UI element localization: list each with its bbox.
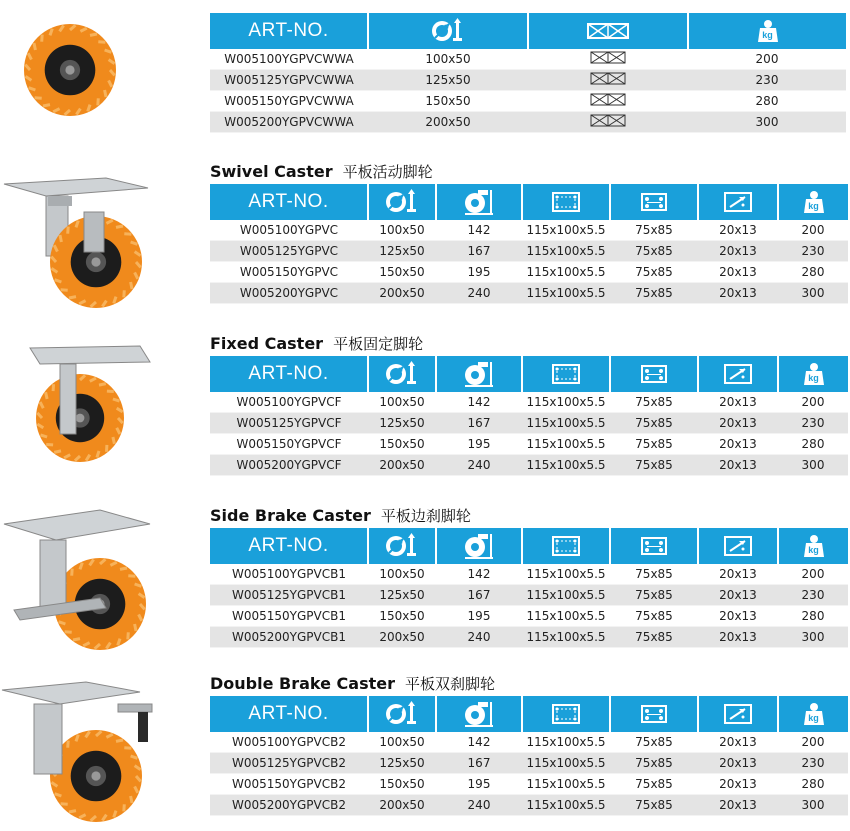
load-cell: 300 — [688, 112, 846, 133]
bolt-hole-icon-header — [698, 184, 778, 220]
holes-cell: 75x85 — [610, 262, 698, 283]
hole-spacing-icon — [639, 537, 669, 554]
art-no-cell: W005150YGPVCB2 — [210, 774, 368, 795]
bolt-hole-icon — [723, 705, 753, 722]
holes-cell: 75x85 — [610, 455, 698, 476]
kg-label: kg — [803, 713, 825, 723]
side-brake-spec-table — [210, 528, 848, 648]
height-cell: 167 — [436, 753, 522, 774]
plate-cell: 115x100x5.5 — [522, 392, 610, 413]
plate-cell: 115x100x5.5 — [522, 564, 610, 585]
wheel-size-icon — [385, 537, 419, 554]
size-cell: 125x50 — [368, 585, 436, 606]
load-cell: 230 — [688, 70, 846, 91]
fixed-title — [210, 333, 423, 354]
fixed-title-en: Fixed Caster — [210, 334, 323, 353]
size-cell: 150x50 — [368, 91, 528, 112]
height-icon — [464, 537, 494, 554]
plate-cell: 115x100x5.5 — [522, 732, 610, 753]
plate-cell: 115x100x5.5 — [522, 283, 610, 304]
art-no-cell: W005200YGPVC — [210, 283, 368, 304]
size-cell: 125x50 — [368, 413, 436, 434]
size-cell: 150x50 — [368, 434, 436, 455]
plate-cell: 115x100x5.5 — [522, 585, 610, 606]
table-header — [210, 184, 848, 220]
bearing-cell — [528, 91, 688, 112]
height-cell: 240 — [436, 283, 522, 304]
height-cell: 195 — [436, 606, 522, 627]
plate-cell: 115x100x5.5 — [522, 434, 610, 455]
art-no-cell: W005100YGPVCWWA — [210, 49, 368, 70]
load-cell: 280 — [688, 91, 846, 112]
plate-cell: 115x100x5.5 — [522, 627, 610, 648]
art-no-cell: W005125YGPVCWWA — [210, 70, 368, 91]
holes-cell: 75x85 — [610, 283, 698, 304]
bearing-icon — [586, 22, 630, 39]
table-row — [210, 434, 848, 455]
swivel-spec-table — [210, 184, 848, 304]
art-no-header: ART-NO. — [210, 528, 368, 564]
art-no-cell: W005200YGPVCB2 — [210, 795, 368, 816]
wheel-size-icon — [385, 193, 419, 210]
plate-cell: 115x100x5.5 — [522, 455, 610, 476]
plate-size-icon — [551, 365, 581, 382]
table-row — [210, 392, 848, 413]
holes-cell: 75x85 — [610, 434, 698, 455]
plate-cell: 115x100x5.5 — [522, 413, 610, 434]
height-cell: 142 — [436, 732, 522, 753]
holes-cell: 75x85 — [610, 753, 698, 774]
bolt-cell: 20x13 — [698, 220, 778, 241]
plate-cell: 115x100x5.5 — [522, 795, 610, 816]
holes-cell: 75x85 — [610, 392, 698, 413]
size-cell: 100x50 — [368, 220, 436, 241]
load-capacity-icon — [803, 193, 825, 210]
wheel-size-icon-header — [368, 184, 436, 220]
bolt-hole-icon-header — [698, 696, 778, 732]
fixed-spec-table — [210, 356, 848, 476]
plate-size-icon-header — [522, 696, 610, 732]
swivel-title-en: Swivel Caster — [210, 162, 333, 181]
holes-cell: 75x85 — [610, 241, 698, 262]
art-no-cell: W005150YGPVCB1 — [210, 606, 368, 627]
height-icon-header — [436, 696, 522, 732]
plate-size-icon — [551, 537, 581, 554]
side-brake-title-en: Side Brake Caster — [210, 506, 371, 525]
hole-spacing-icon — [639, 193, 669, 210]
load-capacity-icon-header — [778, 528, 848, 564]
wheel-size-icon — [385, 365, 419, 382]
load-capacity-icon — [757, 22, 779, 39]
load-capacity-icon-header — [778, 184, 848, 220]
load-cell: 300 — [778, 455, 848, 476]
hole-spacing-icon-header — [610, 356, 698, 392]
plate-size-icon-header — [522, 184, 610, 220]
height-cell: 240 — [436, 627, 522, 648]
load-cell: 200 — [778, 392, 848, 413]
load-cell: 230 — [778, 753, 848, 774]
plate-cell: 115x100x5.5 — [522, 241, 610, 262]
table-row — [210, 732, 848, 753]
height-cell: 195 — [436, 774, 522, 795]
swivel-caster-image — [0, 162, 160, 312]
height-icon-header — [436, 356, 522, 392]
bolt-cell: 20x13 — [698, 283, 778, 304]
size-cell: 100x50 — [368, 564, 436, 585]
wheel-size-icon-header — [368, 356, 436, 392]
holes-cell: 75x85 — [610, 732, 698, 753]
load-capacity-icon — [803, 365, 825, 382]
bolt-hole-icon — [723, 537, 753, 554]
holes-cell: 75x85 — [610, 606, 698, 627]
holes-cell: 75x85 — [610, 585, 698, 606]
art-no-cell: W005100YGPVCB2 — [210, 732, 368, 753]
art-no-cell: W005100YGPVCB1 — [210, 564, 368, 585]
art-no-cell: W005100YGPVC — [210, 220, 368, 241]
plate-size-icon-header — [522, 356, 610, 392]
table-row — [210, 49, 846, 70]
height-cell: 167 — [436, 241, 522, 262]
hole-spacing-icon-header — [610, 184, 698, 220]
wheel-size-icon — [431, 22, 465, 39]
fixed-caster-image — [0, 332, 160, 472]
size-cell: 125x50 — [368, 753, 436, 774]
size-cell: 200x50 — [368, 795, 436, 816]
art-no-header: ART-NO. — [210, 696, 368, 732]
height-cell: 142 — [436, 564, 522, 585]
height-cell: 167 — [436, 585, 522, 606]
kg-label: kg — [803, 545, 825, 555]
table-row — [210, 262, 848, 283]
load-cell: 300 — [778, 795, 848, 816]
art-no-cell: W005100YGPVCF — [210, 392, 368, 413]
plate-cell: 115x100x5.5 — [522, 753, 610, 774]
wheel-size-icon — [385, 705, 419, 722]
holes-cell: 75x85 — [610, 220, 698, 241]
height-icon — [464, 365, 494, 382]
table-row — [210, 70, 846, 91]
load-capacity-icon — [803, 537, 825, 554]
load-cell: 200 — [688, 49, 846, 70]
holes-cell: 75x85 — [610, 564, 698, 585]
table-row — [210, 606, 848, 627]
bolt-cell: 20x13 — [698, 241, 778, 262]
wheel-size-icon-header — [368, 13, 528, 49]
table-row — [210, 753, 848, 774]
art-no-cell: W005125YGPVCF — [210, 413, 368, 434]
bearing-icon-header — [528, 13, 688, 49]
hole-spacing-icon-header — [610, 696, 698, 732]
kg-label: kg — [757, 30, 779, 40]
load-cell: 200 — [778, 564, 848, 585]
bolt-cell: 20x13 — [698, 413, 778, 434]
art-no-cell: W005200YGPVCF — [210, 455, 368, 476]
table-header — [210, 696, 848, 732]
size-cell: 100x50 — [368, 392, 436, 413]
double-brake-caster-image — [0, 676, 160, 826]
size-cell: 200x50 — [368, 112, 528, 133]
load-capacity-icon-header — [778, 356, 848, 392]
holes-cell: 75x85 — [610, 774, 698, 795]
art-no-cell: W005150YGPVC — [210, 262, 368, 283]
table-row — [210, 585, 848, 606]
hole-spacing-icon — [639, 705, 669, 722]
size-cell: 200x50 — [368, 627, 436, 648]
bearing-icon — [590, 72, 626, 85]
holes-cell: 75x85 — [610, 627, 698, 648]
height-cell: 240 — [436, 795, 522, 816]
load-cell: 300 — [778, 283, 848, 304]
kg-label: kg — [803, 373, 825, 383]
table-row — [210, 112, 846, 133]
art-no-cell: W005200YGPVCB1 — [210, 627, 368, 648]
art-no-cell: W005150YGPVCWWA — [210, 91, 368, 112]
double-brake-title-cn: 平板双刹脚轮 — [405, 675, 495, 693]
bolt-cell: 20x13 — [698, 606, 778, 627]
height-cell: 195 — [436, 434, 522, 455]
art-no-cell: W005150YGPVCF — [210, 434, 368, 455]
plate-size-icon — [551, 193, 581, 210]
bolt-cell: 20x13 — [698, 732, 778, 753]
plate-cell: 115x100x5.5 — [522, 774, 610, 795]
bolt-hole-icon-header — [698, 356, 778, 392]
bolt-cell: 20x13 — [698, 455, 778, 476]
size-cell: 100x50 — [368, 732, 436, 753]
bearing-icon — [590, 93, 626, 106]
size-cell: 125x50 — [368, 241, 436, 262]
load-cell: 230 — [778, 585, 848, 606]
height-icon — [464, 193, 494, 210]
height-cell: 142 — [436, 392, 522, 413]
size-cell: 200x50 — [368, 283, 436, 304]
table-row — [210, 91, 846, 112]
wheel-size-icon-header — [368, 528, 436, 564]
double-brake-title — [210, 673, 495, 694]
bearing-icon — [590, 51, 626, 64]
load-cell: 280 — [778, 262, 848, 283]
table-row — [210, 564, 848, 585]
bolt-hole-icon-header — [698, 528, 778, 564]
load-capacity-icon — [803, 705, 825, 722]
bearing-cell — [528, 112, 688, 133]
bolt-cell: 20x13 — [698, 434, 778, 455]
hole-spacing-icon — [639, 365, 669, 382]
load-cell: 280 — [778, 606, 848, 627]
size-cell: 150x50 — [368, 774, 436, 795]
art-no-cell: W005125YGPVCB2 — [210, 753, 368, 774]
bolt-hole-icon — [723, 193, 753, 210]
plate-size-icon-header — [522, 528, 610, 564]
art-no-header: ART-NO. — [210, 184, 368, 220]
double-brake-title-en: Double Brake Caster — [210, 674, 395, 693]
art-no-cell: W005125YGPVCB1 — [210, 585, 368, 606]
height-cell: 195 — [436, 262, 522, 283]
table-row — [210, 795, 848, 816]
height-cell: 240 — [436, 455, 522, 476]
load-cell: 280 — [778, 434, 848, 455]
art-no-cell: W005200YGPVCWWA — [210, 112, 368, 133]
load-cell: 230 — [778, 413, 848, 434]
plate-cell: 115x100x5.5 — [522, 606, 610, 627]
bolt-cell: 20x13 — [698, 753, 778, 774]
height-cell: 167 — [436, 413, 522, 434]
table-row — [210, 627, 848, 648]
load-cell: 280 — [778, 774, 848, 795]
load-cell: 200 — [778, 732, 848, 753]
side-brake-caster-image — [0, 500, 160, 650]
table-row — [210, 413, 848, 434]
load-cell: 230 — [778, 241, 848, 262]
table-row — [210, 455, 848, 476]
swivel-title-cn: 平板活动脚轮 — [343, 163, 433, 181]
bearing-cell — [528, 49, 688, 70]
height-icon-header — [436, 184, 522, 220]
bolt-cell: 20x13 — [698, 795, 778, 816]
bearing-icon — [590, 114, 626, 127]
bolt-cell: 20x13 — [698, 262, 778, 283]
bolt-cell: 20x13 — [698, 627, 778, 648]
wheel-caster-image — [0, 0, 120, 140]
wheel-size-icon-header — [368, 696, 436, 732]
bolt-hole-icon — [723, 365, 753, 382]
bolt-cell: 20x13 — [698, 774, 778, 795]
height-icon — [464, 705, 494, 722]
wheel-spec-table — [210, 13, 846, 133]
plate-size-icon — [551, 705, 581, 722]
bearing-cell — [528, 70, 688, 91]
size-cell: 150x50 — [368, 606, 436, 627]
load-capacity-icon-header — [688, 13, 846, 49]
holes-cell: 75x85 — [610, 413, 698, 434]
size-cell: 100x50 — [368, 49, 528, 70]
table-row — [210, 241, 848, 262]
art-no-header: ART-NO. — [210, 356, 368, 392]
height-icon-header — [436, 528, 522, 564]
table-row — [210, 220, 848, 241]
table-row — [210, 283, 848, 304]
table-header — [210, 528, 848, 564]
plate-cell: 115x100x5.5 — [522, 262, 610, 283]
size-cell: 200x50 — [368, 455, 436, 476]
table-header — [210, 13, 846, 49]
fixed-title-cn: 平板固定脚轮 — [333, 335, 423, 353]
art-no-cell: W005125YGPVC — [210, 241, 368, 262]
kg-label: kg — [803, 201, 825, 211]
bolt-cell: 20x13 — [698, 392, 778, 413]
swivel-title — [210, 161, 433, 182]
table-header — [210, 356, 848, 392]
load-cell: 300 — [778, 627, 848, 648]
double-brake-spec-table — [210, 696, 848, 816]
bolt-cell: 20x13 — [698, 564, 778, 585]
side-brake-title-cn: 平板边刹脚轮 — [381, 507, 471, 525]
load-capacity-icon-header — [778, 696, 848, 732]
load-cell: 200 — [778, 220, 848, 241]
bolt-cell: 20x13 — [698, 585, 778, 606]
height-cell: 142 — [436, 220, 522, 241]
hole-spacing-icon-header — [610, 528, 698, 564]
size-cell: 125x50 — [368, 70, 528, 91]
size-cell: 150x50 — [368, 262, 436, 283]
art-no-header: ART-NO. — [210, 13, 368, 49]
plate-cell: 115x100x5.5 — [522, 220, 610, 241]
side-brake-title — [210, 505, 471, 526]
table-row — [210, 774, 848, 795]
holes-cell: 75x85 — [610, 795, 698, 816]
